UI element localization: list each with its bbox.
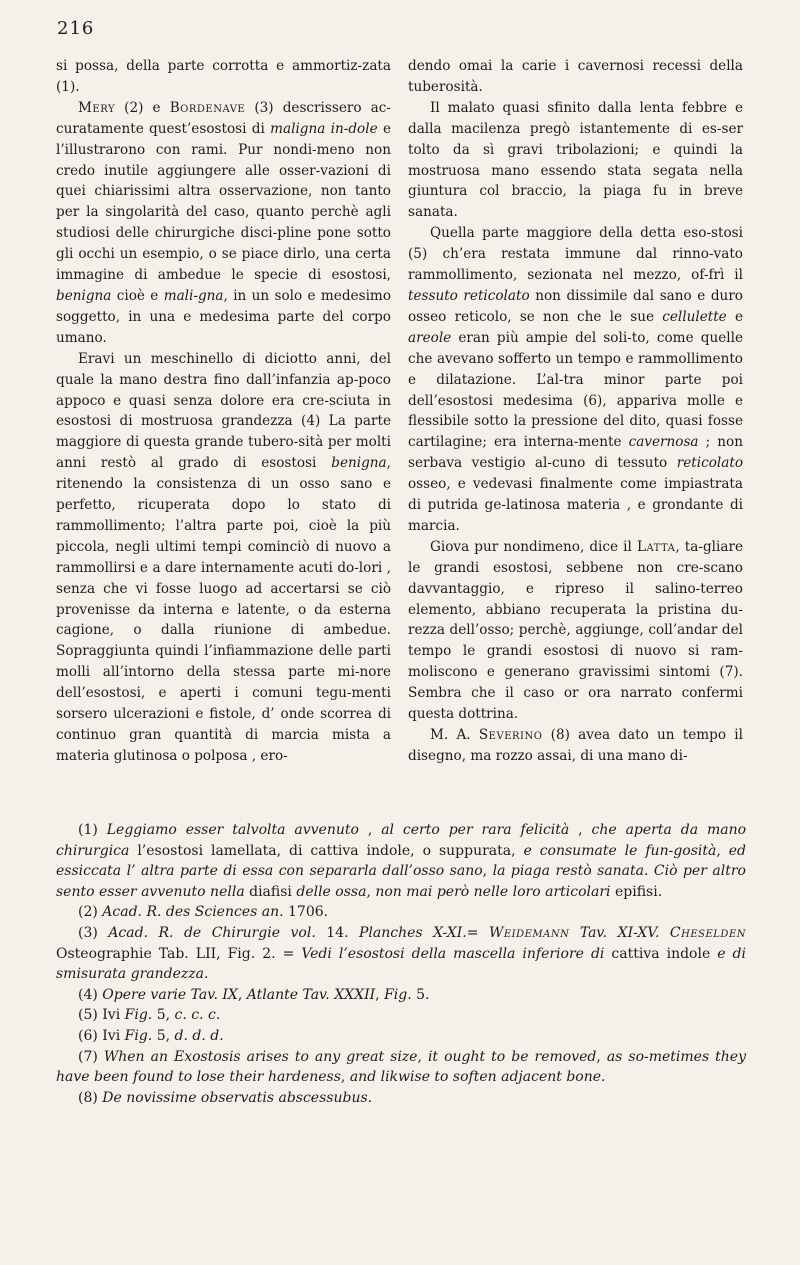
text-run: benigna — [331, 455, 387, 472]
text-run: Giova pur nondimeno, dice il — [430, 538, 637, 555]
text-run: osseo, e vedevasi finalmente come impiastrata di putrida ge-latinosa materia , e grondante di marcia. — [408, 476, 743, 534]
text-run: cavernosa — [628, 434, 699, 451]
text-run: non dissimile dal sano e duro osseo reticolo, se non che le sue — [408, 287, 743, 325]
paragraph — [408, 56, 743, 98]
text-run: Atlante Tav. XXXII — [246, 986, 376, 1003]
text-run: (7) — [78, 1048, 104, 1065]
text-run: Quella parte maggiore della detta eso-stosi (5) ch’era restata immune dal rinno-vato rammollimento, sezionata nel mezzo, of-frì il — [408, 225, 743, 284]
text-run: benigna — [56, 287, 112, 304]
footnote — [56, 1026, 746, 1047]
text-run: Fig. — [124, 1007, 153, 1024]
text-run: cellulette — [662, 308, 727, 325]
text-run: , — [358, 822, 382, 838]
text-run: , — [569, 822, 592, 838]
paragraph — [56, 349, 391, 767]
text-run: e di smisurata grandezza. — [56, 945, 746, 983]
text-run: diafisi — [244, 883, 297, 900]
text-run: (3) descrissero ac-curatamente quest’esostosi di — [56, 99, 391, 137]
text-run: (8) avea dato un tempo il disegno, ma rozzo assai, di una mano di- — [408, 727, 743, 764]
text-run: Weidemann — [488, 924, 570, 941]
text-run: Acad. R. de Chirurgie vol. — [108, 924, 316, 941]
text-run: , — [716, 842, 729, 859]
text-run: epifisi. — [610, 883, 663, 900]
paragraph — [56, 56, 391, 98]
text-run: De novissime observatis abscessubus. — [102, 1089, 373, 1106]
text-run: (3) — [78, 924, 109, 941]
text-run: Eravi un meschinello di diciotto anni, del quale la mano destra fino dall’infanzia ap-poco appoco e quasi senza dolore era cre-sciuta in esostosi di mostruosa grandezza (4) La parte maggiore di questa grande tubero-sità per molti anni restò al grado di esostosi — [56, 350, 391, 472]
text-run: cattiva indole — [604, 945, 718, 962]
text-run: mali-gna — [163, 287, 224, 304]
text-run: , — [237, 986, 247, 1003]
text-run: and likwise to soften adjacent bone. — [349, 1069, 606, 1086]
text-run: 1706. — [283, 904, 329, 921]
text-run: d. d. d. — [174, 1027, 224, 1044]
text-run: , ta-gliare le grandi esostosi, sebbene non cre-scano davvantaggio, e ripreso il salino-terreo elemento, abbiano recuperata la pristina du-rezza dell’osso; perchè, aggiunge, coll’andar del tempo le grandi esostosi di nuovo si ram-moliscono e generano gravissimi sintomi (7). Sembra che il caso or ora narrato confermi questa dottrina. — [408, 538, 743, 723]
right-column — [408, 56, 743, 767]
footnote — [56, 1088, 746, 1109]
page-number: 216 — [57, 18, 95, 39]
text-run: Tav. XI-XV. — [569, 924, 660, 941]
text-run: , — [596, 1048, 607, 1065]
text-run: , — [375, 986, 385, 1003]
text-run: Fig. — [124, 1027, 153, 1044]
footnote — [56, 902, 746, 923]
paragraph — [56, 98, 391, 349]
text-run: l’esostosi lamellata, di cattiva indole, o suppurata, — [129, 842, 524, 859]
text-run: Acad. R. des Sciences an. — [102, 904, 284, 921]
text-run: Il malato quasi sfinito dalla lenta febbre e dalla macilenza pregò istantemente di es-ser tolto da sì gravi tribolazioni; e quindi la mostruosa mano essendo stata segata nella giuntura col braccio, la piaga fu in breve sanata. — [408, 99, 743, 221]
text-run: , ritenendo la consistenza di un osso sano e perfetto, ricuperata dopo lo stato di rammollimento; l’altra parte poi, cioè la più piccola, negli ultimi tempi cominciò di nuovo a rammollirsi e a dare internamente acuti do-lori , senza che vi fosse luogo ad accertarsi se ciò provenisse da interna e latente, o da esterna cagione, o dalla riunione di ambedue. Sopraggiunta quindi l’infiammazione delle parti molli all’intorno della stessa parte mi-nore dell’esostosi, e aperti i comuni tegu-menti sorsero ulcerazioni e fistole, d’ onde scorrea di continuo gran quantità di marcia mista a materia glutinosa o polposa , ero- — [56, 455, 391, 764]
text-run: areole — [408, 329, 452, 346]
text-run: Severino — [478, 727, 543, 743]
text-run: Opere varie Tav. IX — [102, 986, 238, 1003]
text-run: Cheselden — [669, 924, 746, 941]
footnote — [56, 1047, 746, 1088]
text-run: maligna in-dole — [270, 120, 378, 137]
text-run: al certo per rara felicità — [381, 822, 570, 838]
text-run: tessuto reticolato — [408, 287, 530, 304]
text-run: Fig. — [384, 986, 412, 1003]
paragraph — [408, 725, 743, 767]
text-run: e l’illustrarono con rami. Pur nondi-meno non credo inutile aggiungere alle osser-vazioni di quei chiarissimi altra osservazione, non tanto per la singolarità del caso, quanto perchè agli studiosi delle chirurgiche disci-pline pone sotto gli occhi un esempio, o se piace dirlo, una certa immagine di ambedue le specie di esostosi, — [56, 120, 391, 284]
text-run: , — [482, 863, 493, 880]
text-run: Bordenave — [169, 99, 246, 116]
paragraph — [408, 98, 743, 223]
text-run: , — [417, 1048, 428, 1065]
text-run: it ought to be removed — [427, 1048, 597, 1065]
text-run: (6) Ivi — [78, 1027, 125, 1044]
left-column — [56, 56, 391, 767]
text-run: (1) — [78, 822, 107, 838]
footnote — [56, 820, 746, 902]
text-run: Vedi l’esostosi della mascella inferiore di — [301, 945, 605, 962]
text-run: 5, — [152, 1007, 175, 1024]
text-run: che aperta da mano chirurgica — [56, 822, 747, 859]
text-run: (2) — [78, 904, 103, 921]
text-run: as so-metimes they have been found to lose their hardeness — [56, 1048, 746, 1086]
footnote — [56, 923, 746, 985]
footnotes — [56, 820, 746, 1108]
footnote — [56, 1005, 746, 1026]
text-run: (8) — [78, 1089, 103, 1106]
text-run: , in un solo e medesimo soggetto, in una e medesima parte del corpo umano. — [56, 287, 391, 346]
text-run: la piaga restò sanata. Ciò per altro sento esser avvenuto nella — [56, 863, 746, 900]
text-run: (5) Ivi — [78, 1007, 125, 1024]
text-run: Mery — [78, 99, 116, 116]
footnote — [56, 985, 746, 1006]
text-run: 5, — [152, 1027, 175, 1044]
text-run: M. A. — [430, 727, 479, 743]
text-run: , — [366, 883, 376, 900]
text-run: e — [726, 308, 743, 325]
text-run: 14. — [315, 924, 360, 941]
text-run: c. c. c. — [174, 1007, 221, 1024]
text-run: dendo omai la carie i cavernosi recessi della tuberosità. — [408, 58, 743, 95]
text-run: reticolato — [676, 455, 743, 472]
text-run: si possa, della parte corrotta e ammortiz-zata (1). — [56, 58, 391, 95]
text-run: Latta — [636, 538, 676, 555]
text-run: , — [340, 1069, 350, 1086]
paragraph — [408, 223, 743, 537]
text-run: ed essiccata l’ altra parte di essa con separarla dall’osso sano — [56, 842, 747, 880]
text-run: (2) e — [115, 99, 170, 116]
text-run: (4) — [78, 986, 103, 1003]
text-run: delle ossa — [296, 883, 367, 900]
text-run — [659, 925, 669, 941]
paragraph — [408, 537, 743, 725]
text-run: Osteographie Tab. LII, Fig. 2. = — [56, 945, 302, 962]
text-run: Planches X-XI.= — [359, 924, 489, 941]
text-run: e consumate le fun-gosità — [523, 842, 717, 859]
text-run: ; non serbava vestigio al-cuno di tessuto — [408, 434, 743, 472]
text-run: cioè e — [111, 287, 164, 304]
text-run: non mai però nelle loro articolari — [375, 883, 611, 900]
text-run: Leggiamo esser talvolta avvenuto — [106, 822, 359, 838]
text-run: When an Exostosis arises to any great size — [103, 1048, 418, 1065]
text-run: 5. — [411, 986, 430, 1003]
text-run: eran più ampie del soli-to, come quelle che avevano sofferto un tempo e rammollimento e dilatazione. L’al-tra minor parte poi dell’esostosi medesima (6), appariva molle e flessibile sotto la pressione del dito, quasi fosse cartilagine; era interna-mente — [408, 329, 743, 451]
